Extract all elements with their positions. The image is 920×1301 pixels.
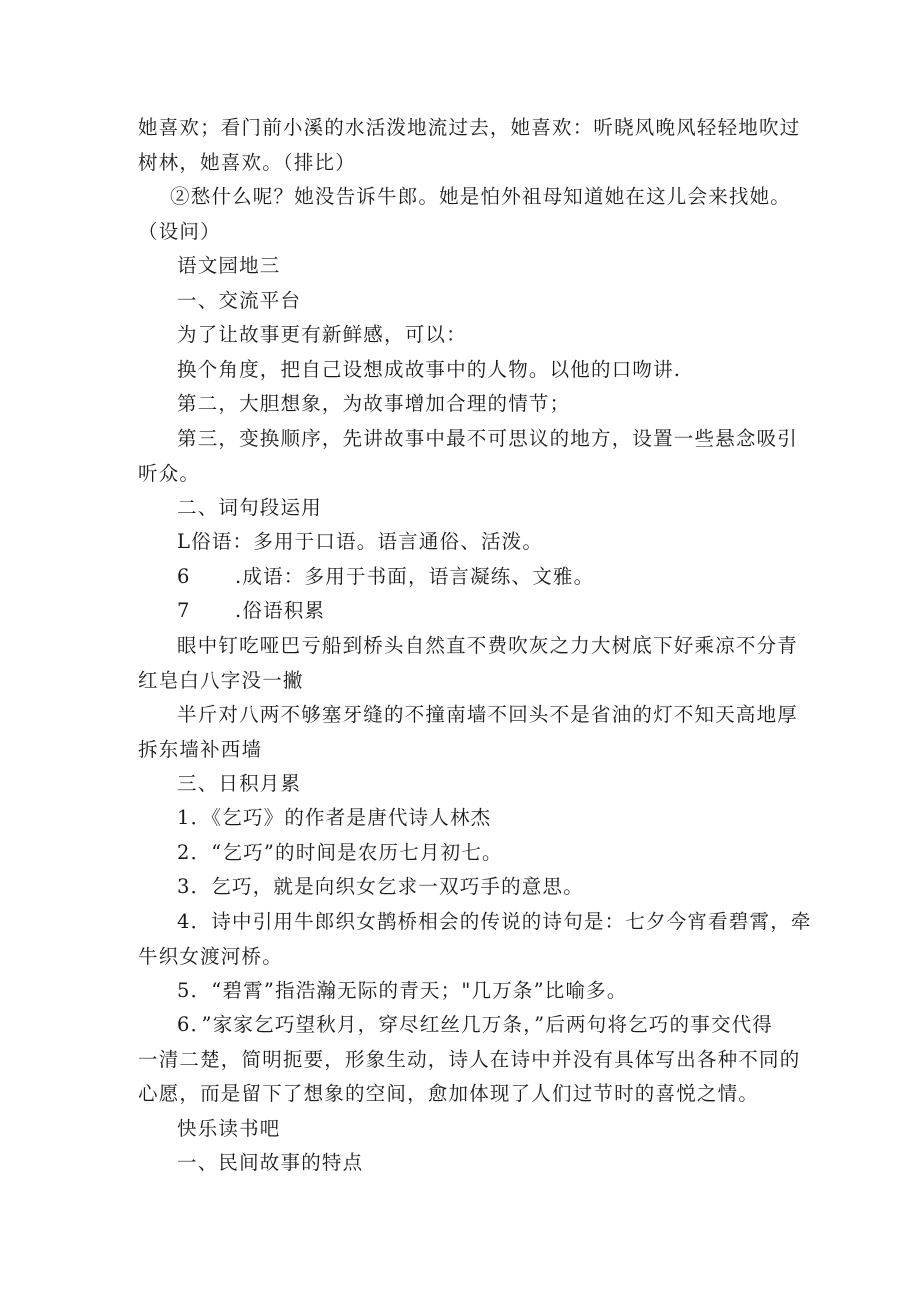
list-number: 7 [177, 599, 191, 622]
text-line: 牛织女渡河桥。 [138, 944, 283, 968]
section-heading: 快乐读书吧 [177, 1117, 281, 1140]
text-line: 心愿，而是留下了想象的空间，愈加体现了人们过节时的喜悦之情。 [138, 1082, 760, 1105]
list-text: .俗语积累 [235, 599, 326, 622]
list-item [138, 905, 812, 974]
list-item: 2．“乞巧”的时间是农历七月初七。 [177, 841, 503, 864]
text-line: ②愁什么呢？她没告诉牛郎。她是怕外祖母知道她在这儿会来找她。 [170, 185, 792, 208]
text-line: 半斤对八两不够塞牙缝的不撞南墙不回头不是省油的灯不知天高地厚 [177, 703, 799, 726]
text-line: 她喜欢；看门前小溪的水活泼地流过去，她喜欢：听晓风晚风轻轻地吹过 [138, 116, 801, 139]
text-line: 4．诗中引用牛郎织女鹊桥相会的传说的诗句是：七夕今宵看碧霄，牵 [177, 910, 812, 933]
text-line: 眼中钉吃哑巴亏船到桥头自然直不费吹灰之力大树底下好乘凉不分青 [177, 634, 799, 657]
paragraph-proverbs [138, 629, 799, 698]
section-heading: 语文园地三 [177, 254, 281, 277]
text-line: 一清二楚，简明扼要，形象生动，诗人在诗中并没有具体写出各种不同的 [138, 1047, 801, 1071]
subsection-heading: 三、日积月累 [177, 772, 302, 795]
text-line: 6．”家家乞巧望秋月，穿尽红丝几万条，”后两句将乞巧的事交代得 [177, 1013, 774, 1036]
subsection-heading: 二、词句段运用 [177, 496, 322, 519]
text-line: 红皂白八字没一撇 [138, 668, 304, 692]
paragraph-proverbs [138, 698, 799, 767]
text-line: 树林，她喜欢。（排比） [138, 150, 356, 174]
list-item: 5．“碧霄”指浩瀚无际的青天；"几万条”比喻多。 [177, 979, 628, 1002]
paragraph [138, 422, 799, 491]
text-line: 拆东墙补西墙 [138, 737, 263, 761]
list-item [138, 1008, 801, 1112]
subsection-heading: 一、民间故事的特点 [177, 1151, 364, 1174]
list-item [138, 594, 788, 629]
paragraph: 第二，大胆想象，为故事增加合理的情节； [177, 392, 571, 415]
paragraph-parallelism-example [138, 111, 801, 180]
subsection-heading: 一、交流平台 [177, 289, 302, 312]
list-number: 6 [177, 565, 191, 588]
list-item [138, 560, 788, 595]
list-item: 3．乞巧，就是向织女乞求一双巧手的意思。 [177, 875, 584, 898]
paragraph-rhetorical-question-example [138, 180, 792, 249]
text-line: 听众。 [138, 461, 201, 485]
paragraph: 为了让故事更有新鲜感，可以： [177, 323, 467, 346]
list-item: 1．《乞巧》的作者是唐代诗人林杰 [177, 806, 492, 829]
list-text: .成语：多用于书面，语言凝练、文雅。 [235, 565, 595, 588]
list-item: L俗语：多用于口语。语言通俗、活泼。 [177, 530, 544, 553]
paragraph: 换个角度，把自己设想成故事中的人物。以他的口吻讲. [177, 358, 682, 381]
text-line: （设问） [138, 219, 221, 243]
text-line: 第三，变换顺序，先讲故事中最不可思议的地方，设置一些悬念吸引 [177, 427, 799, 450]
